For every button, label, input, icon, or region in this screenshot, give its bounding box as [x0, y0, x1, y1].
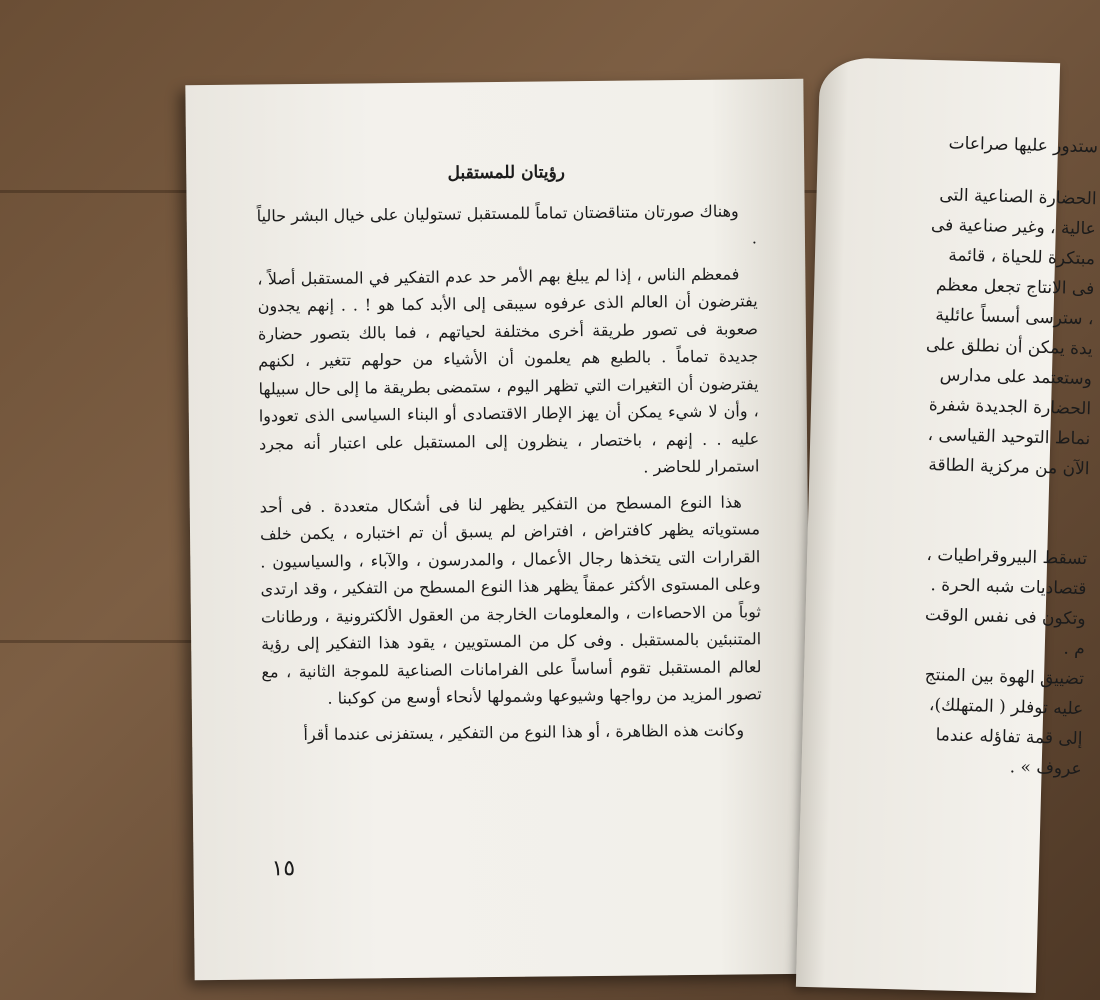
text-line: يدة يمكن أن نطلق على	[925, 334, 1093, 360]
text-line: عروف » .	[1009, 757, 1082, 780]
text-line: تضييق الهوة بين المنتج	[924, 664, 1085, 690]
text-line: الآن من مركزية الطاقة	[928, 454, 1090, 480]
paragraph: هذا النوع المسطح من التفكير يظهر لنا فى أشكال متعددة . فى أحد مستوياته يظهر كافتراض ، افتراض لم يسبق أن تم اختباره ، يكمن خلف القرارات التى يتخذها رجال الأعمال ، والمدرسون ، والآباء ، والسياسيون . وعلى المستوى الأكثر عمقاً يظهر هذا النوع المسطح من التفكير ، وقد ارتدى ثوباً من الاحصاءات ، والمعلومات الخارجة من العقول الألكترونية ، ورطانات المتنبئين بالمستقبل . وفى كل من المستويين ، يقود هذا التفكير إلى رؤية لعالم المستقبل تقوم أساساً على الفرامانات الصناعية للموجة الثانية ، مع تصور المزيد من رواجها وشيوعها وشمولها لأنحاء أوسع من كوكبنا .	[259, 491, 762, 708]
text-line: وتكون فى نفس الوقت	[924, 604, 1086, 630]
text-line: فى الانتاج تجعل معظم	[935, 275, 1095, 300]
text-line: قتصاديات شبه الحرة .	[930, 575, 1087, 600]
text-line: الحضارة الصناعية التى	[939, 185, 1097, 210]
left-page	[185, 79, 812, 980]
paragraph: فمعظم الناس ، إذا لم يبلغ بهم الأمر حد عدم التفكير في المستقبل أصلاً ، يفترضون أن العالم الذى عرفوه سيبقى إلى الأبد كما هو ! . . إنهم يجدون صعوبة فى تصور طريقة أخرى مختلفة لحياتهم ، فما بالك بتصور حضارة جديدة تماماً . بالطبع هم يعلمون أن الأشياء من حولهم تتغير ، لكنهم يفترضون أن التغيرات التي تظهر اليوم ، ستمضى بطريقة ما إلى حال سبيلها ، وأن لا شيء يمكن أن يهز الإطار الاقتصادى أو البناء السياسى الذى تعودوا عليه . . إنهم ، باختصار ، ينظرون إلى المستقبل على اعتبار أنه مجرد استمرار للحاضر .	[257, 263, 760, 477]
right-page-text	[821, 126, 1098, 785]
text-line: نماط التوحيد القياسى ،	[927, 424, 1091, 450]
paragraph: وكانت هذه الظاهرة ، أو هذا النوع من التفكير ، يستفزنى عندما أقرأ	[303, 719, 745, 744]
text-line: مبتكرة للحياة ، قائمة	[948, 245, 1096, 270]
right-page	[796, 57, 1099, 993]
chapter-heading: رؤيتان للمستقبل	[447, 162, 566, 184]
text-line: وستعتمد على مدارس	[939, 365, 1093, 390]
text-line: إلى قمة تفاؤله عندما	[935, 725, 1083, 750]
text-line: عليه توفلر ( المتهلك)،	[928, 695, 1084, 720]
text-line: تسقط البيروقراطيات ،	[926, 544, 1088, 570]
text-line: م .	[1063, 638, 1086, 660]
text-line: ، سترسى أسساً عائلية	[935, 305, 1094, 330]
left-page-text	[256, 157, 762, 756]
page-number: ١٥	[271, 856, 296, 882]
text-line: الحضارة الجديدة شفرة	[928, 394, 1092, 420]
running-header: ستدور عليها صراعات	[948, 133, 1099, 158]
paragraph: وهناك صورتان متناقضتان تماماً للمستقبل تستوليان على خيال البشر حالياً .	[256, 200, 758, 248]
text-line: عالية ، وغير صناعية فى	[930, 214, 1097, 240]
